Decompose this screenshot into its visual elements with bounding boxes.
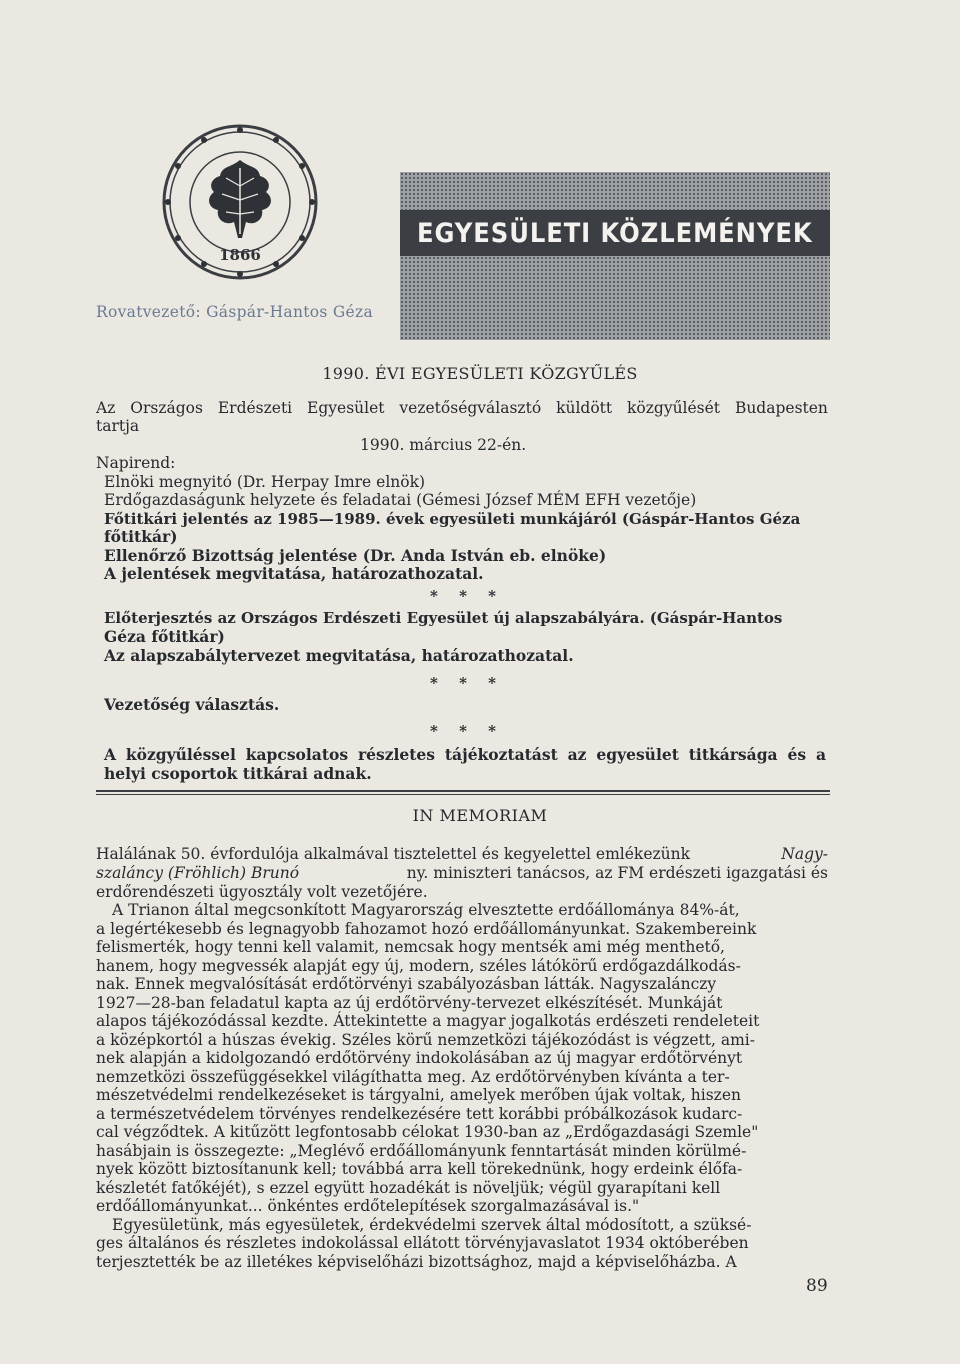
memoriam-line: alapos tájékozódással kezdte. Áttekintette a magyar jogalkotás erdészeti rendeleteit: [96, 1012, 760, 1030]
info-word: közgyűléssel: [125, 745, 236, 764]
memoriam-line: erdőállományunkat... önkéntes erdőtelepítések szorgalmazásával is.": [96, 1197, 640, 1215]
separator-stars: * * *: [430, 674, 504, 692]
info-word: részletes: [357, 745, 435, 764]
info-word: tájékoztatást: [444, 745, 558, 764]
info-word: kapcsolatos: [245, 745, 349, 764]
memoriam-line: a természetvédelem törvényes rendelkezésére tett korábbi próbálkozások kudarc-: [96, 1105, 743, 1123]
intro-line-1: [96, 398, 828, 418]
memoriam-line: ges általános és részletes indokolással ellátott törvényjavaslatot 1934 októberében: [96, 1234, 749, 1252]
intro-word: Budapesten: [734, 399, 828, 417]
memoriam-line: erdőrendészeti ügyosztály volt vezetőjére.: [96, 883, 428, 901]
divider-rule-thin: [96, 794, 830, 795]
memoriam-line: Halálának 50. évfordulója alkalmával tisztelettel és kegyelettel emlékezünk Nagy-: [96, 845, 828, 863]
intro-word: Erdészeti: [217, 399, 293, 417]
memoriam-line: A Trianon által megcsonkított Magyarország elvesztette erdőállománya 84%-át,: [112, 901, 740, 919]
memoriam-line: a középkortól a húszas évekig. Széles körű nemzetközi tájékozódást is végzett, ami-: [96, 1031, 755, 1049]
info-line-1: [104, 745, 826, 765]
memoriam-line: nak. Ennek megvalósítását erdőtörvényi szabályozásban látták. Nagyszalánczy: [96, 975, 717, 993]
memoriam-title: IN MEMORIAM: [412, 806, 548, 825]
assembly-date: 1990. március 22-én.: [360, 436, 527, 454]
association-seal-logo: [160, 122, 320, 282]
memoriam-line: cal végződtek. A kitűzött legfontosabb célokat 1930-ban az „Erdőgazdasági Szemle": [96, 1123, 759, 1141]
section-header-banner: [400, 172, 830, 340]
memoriam-line: Egyesületünk, más egyesületek, érdekvédelmi szervek által módosított, a szüksé-: [112, 1216, 752, 1234]
intro-line-2: tartja: [96, 417, 140, 435]
memoriam-line: a legértékesebb és legnagyobb fahozamot hozó erdőállományunkat. Szakembereink: [96, 920, 757, 938]
agenda-label: Napirend:: [96, 454, 176, 472]
memoriam-line: hanem, hogy megvessék alapját egy új, modern, széles látókörű erdőgazdálkodás-: [96, 957, 741, 975]
column-editor: Rovatvezető: Gáspár-Hantos Géza: [96, 303, 374, 321]
proposal-line-2: Géza főtitkár): [104, 627, 225, 646]
info-word: A: [104, 745, 117, 764]
info-line-2: helyi csoportok titkárai adnak.: [104, 764, 372, 783]
agenda-item-report: Főtitkári jelentés az 1985—1989. évek egyesületi munkájáról (Gáspár-Hantos Géza: [104, 510, 801, 528]
memoriam-line: hasábjain is összegezte: „Meglévő erdőállományunk fenntartását minden körülmé-: [96, 1142, 747, 1160]
info-word: titkársága: [688, 745, 778, 764]
agenda-item-audit: Ellenőrző Bizottság jelentése (Dr. Anda István eb. elnöke): [104, 546, 607, 565]
intro-word: Az: [96, 399, 116, 417]
intro-word: Országos: [130, 399, 203, 417]
agenda-item-report-cont: főtitkár): [104, 527, 178, 546]
memoriam-line: szaláncy (Fröhlich) Brunó ny. miniszteri tanácsos, az FM erdészeti igazgatási és: [96, 864, 828, 882]
memoriam-line: nemzetközi összefüggésekkel világíthatta meg. Az erdőtörvényben kívánta a ter-: [96, 1068, 730, 1086]
assembly-title: 1990. ÉVI EGYESÜLETI KÖZGYŰLÉS: [322, 364, 638, 383]
proposal-line-3: Az alapszabálytervezet megvitatása, határozathozatal.: [104, 646, 574, 665]
memoriam-line: 1927—28-ban feladatul kapta az új erdőtörvény-tervezet elkészítését. Munkáját: [96, 994, 723, 1012]
intro-word: közgyűlését: [627, 399, 721, 417]
separator-stars: * * *: [430, 587, 504, 605]
intro-word: küldött: [556, 399, 613, 417]
page-number: 89: [806, 1276, 828, 1296]
info-word: egyesület: [596, 745, 679, 764]
separator-stars: * * *: [430, 722, 504, 740]
memoriam-line: készletét fatőkéjét), s ezzel együtt hozadékát is növeljük; végül gyarapítani kell: [96, 1179, 721, 1197]
memoriam-line: mészetvédelmi rendelkezéseket is tárgyalni, amelyek merőben újak voltak, hiszen: [96, 1086, 741, 1104]
memoriam-line: felismerték, hogy tenni kell valamit, nemcsak hogy mentsék ami még menthető,: [96, 938, 725, 956]
info-word: az: [567, 745, 587, 764]
info-word: és: [787, 745, 807, 764]
info-word: a: [815, 745, 826, 764]
memoriam-line: terjesztették be az illetékes képviselőházi bizottsághoz, majd a képviselőházba. A: [96, 1253, 737, 1271]
election-item: Vezetőség választás.: [104, 695, 280, 714]
memoriam-line: nyek között biztosítanunk kell; továbbá arra kell törekednünk, hogy erdeink élőfa-: [96, 1160, 743, 1178]
agenda-item-debate: A jelentések megvitatása, határozathozatal.: [104, 564, 484, 583]
memoriam-line: nek alapján a kidolgozandó erdőtörvény indokolásában az új magyar erdőtörvényt: [96, 1049, 743, 1067]
agenda-item-situation: Erdőgazdaságunk helyzete és feladatai (Gémesi József MÉM EFH vezetője): [104, 491, 697, 509]
divider-rule: [96, 790, 830, 792]
intro-word: Egyesület: [307, 399, 385, 417]
intro-word: vezetőségválasztó: [399, 399, 542, 417]
seal-year: 1866: [219, 246, 261, 264]
section-title: EGYESÜLETI KÖZLEMÉNYEK: [417, 217, 813, 249]
proposal-line-1: Előterjesztés az Országos Erdészeti Egyesület új alapszabályára. (Gáspár-Hantos: [104, 609, 783, 627]
agenda-item-opening: Elnöki megnyitó (Dr. Herpay Imre elnök): [104, 473, 426, 491]
